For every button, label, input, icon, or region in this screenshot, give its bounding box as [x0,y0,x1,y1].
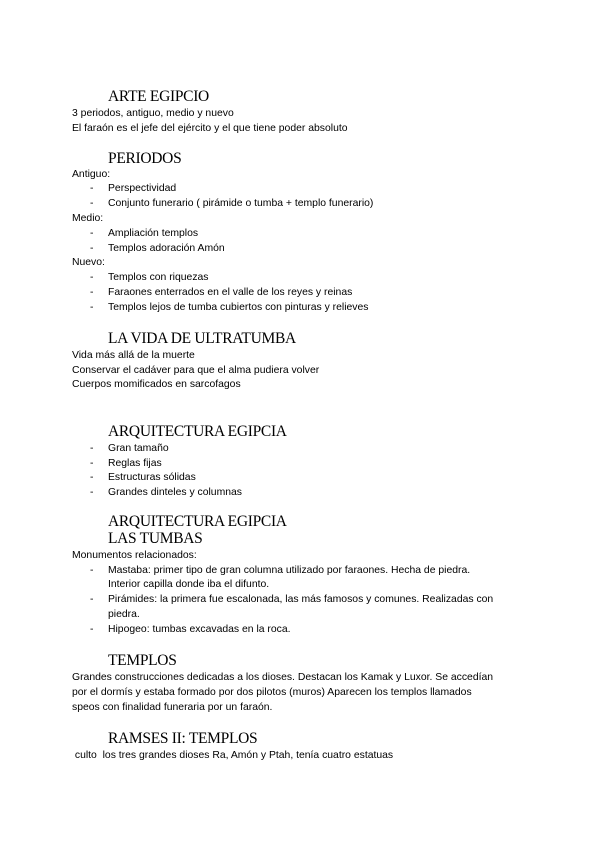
arquitectura-item: Gran tamaño [108,443,169,454]
tumbas-piramides-cont: piedra. [108,609,140,620]
ramses-line: culto los tres grandes dioses Ra, Amón y Ptah, tenía cuatro estatuas [72,750,394,761]
templos-line: Grandes construcciones dedicadas a los dioses. Destacan los Kamak y Luxor. Se accedían [72,672,494,683]
heading-arquitectura-tumbas: ARQUITECTURA EGIPCIA [108,513,287,530]
arte-line-periodos: 3 periodos, antiguo, medio y nuevo [72,108,234,119]
bullet-dash: - [90,228,94,239]
tumbas-piramides: Pirámides: la primera fue escalonada, las más famosos y comunes. Realizadas con [108,594,494,605]
bullet-dash: - [90,198,94,209]
label-antiguo: Antiguo: [72,169,111,180]
bullet-dash: - [90,624,94,635]
label-medio: Medio: [72,213,104,224]
ultratumba-line: Vida más allá de la muerte [72,350,195,361]
antiguo-item: Perspectividad [108,183,177,194]
bullet-dash: - [90,302,94,313]
ultratumba-line: Conservar el cadáver para que el alma pudiera volver [72,365,320,376]
nuevo-item: Templos con riquezas [108,272,209,283]
bullet-dash: - [90,594,94,605]
tumbas-mastaba: Mastaba: primer tipo de gran columna utilizado por faraones. Hecha de piedra. [108,565,471,576]
label-nuevo: Nuevo: [72,257,105,268]
bullet-dash: - [90,243,94,254]
nuevo-item: Faraones enterrados en el valle de los reyes y reinas [108,287,353,298]
bullet-dash: - [90,287,94,298]
bullet-dash: - [90,443,94,454]
bullet-dash: - [90,183,94,194]
antiguo-item: Conjunto funerario ( pirámide o tumba + templo funerario) [108,198,374,209]
bullet-dash: - [90,487,94,498]
heading-periodos: PERIODOS [108,150,182,167]
heading-arte-egipcio: ARTE EGIPCIO [108,88,209,105]
medio-item: Ampliación templos [108,228,199,239]
arquitectura-item: Reglas fijas [108,458,162,469]
bullet-dash: - [90,458,94,469]
heading-las-tumbas: LAS TUMBAS [108,530,203,547]
heading-ramses: RAMSES II: TEMPLOS [108,730,258,747]
heading-templos: TEMPLOS [108,652,177,669]
arquitectura-item: Grandes dinteles y columnas [108,487,242,498]
heading-ultratumba: LA VIDA DE ULTRATUMBA [108,330,296,347]
tumbas-intro: Monumentos relacionados: [72,550,197,561]
bullet-dash: - [90,565,94,576]
bullet-dash: - [90,272,94,283]
tumbas-hipogeo: Hipogeo: tumbas excavadas en la roca. [108,624,291,635]
nuevo-item: Templos lejos de tumba cubiertos con pinturas y relieves [108,302,369,313]
bullet-dash: - [90,472,94,483]
templos-line: speos con finalidad funeraria por un faraón. [72,702,273,713]
ultratumba-line: Cuerpos momificados en sarcofagos [72,379,241,390]
arquitectura-item: Estructuras sólidas [108,472,196,483]
arte-line-faraon: El faraón es el jefe del ejército y el que tiene poder absoluto [72,123,348,134]
heading-arquitectura: ARQUITECTURA EGIPCIA [108,423,287,440]
medio-item: Templos adoración Amón [108,243,225,254]
tumbas-mastaba-cont: Interior capilla donde iba el difunto. [108,579,270,590]
templos-line: por el dormís y estaba formado por dos pilotos (muros) Aparecen los templos llamados [72,687,472,698]
